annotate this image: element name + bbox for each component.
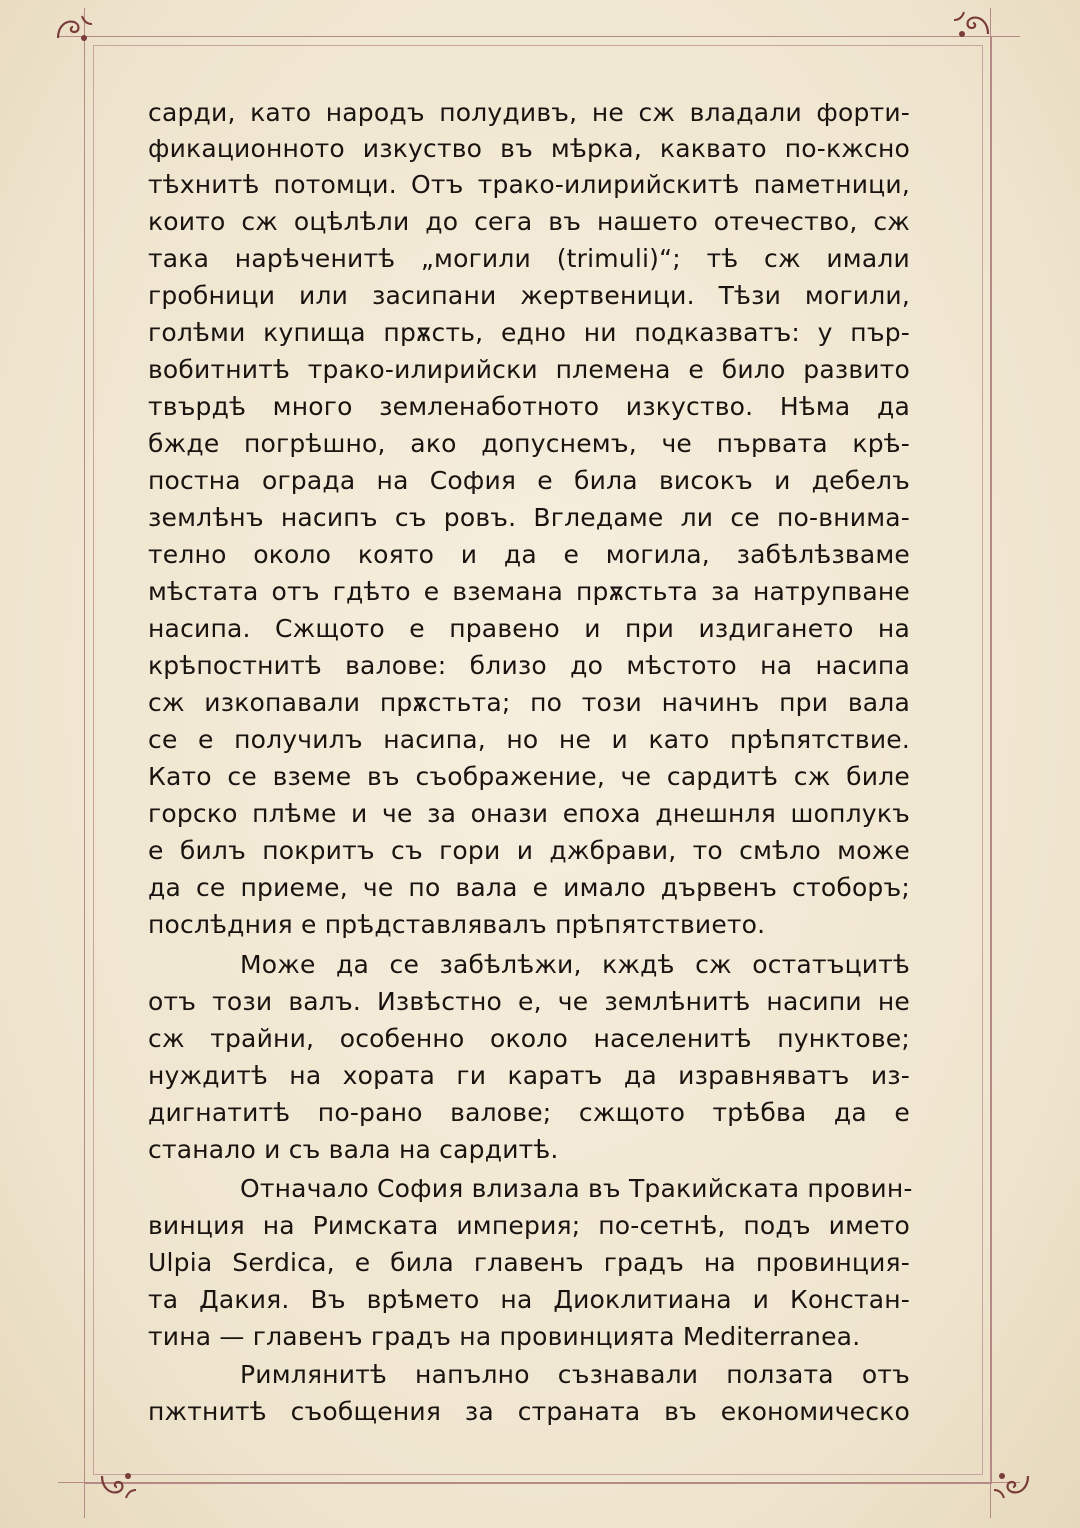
text-line: бжде погрѣшно, ако допуснемъ, че първата крѣ- — [148, 429, 910, 458]
text-line: тѣхнитѣ потомци. Отъ трако-илирийскитѣ паметници, — [148, 170, 910, 199]
text-line: Може да се забѣлѣжи, кждѣ сж остатъцитѣ — [240, 950, 910, 979]
frame-rule-left — [84, 8, 85, 1518]
text-line: землѣнъ насипъ съ ровъ. Вгледаме ли се по-внима- — [148, 503, 910, 532]
fleuron-corner-icon — [950, 4, 994, 48]
text-line: нуждитѣ на хората ги каратъ да изравняватъ из- — [148, 1061, 910, 1090]
text-line: да се приеме, че по вала е имало дървенъ стоборъ; — [148, 873, 910, 902]
text-line: голѣми купища прѫсть, едно ни подказватъ: у пър- — [148, 318, 910, 347]
text-line: е билъ покритъ съ гори и джбрави, то смѣло може — [148, 836, 910, 865]
frame-rule-right — [990, 8, 991, 1518]
text-line: гробници или засипани жертвеници. Тѣзи могили, — [148, 281, 910, 310]
text-line: постна ограда на София е била високъ и дебелъ — [148, 466, 910, 495]
text-line: Като се вземе въ съображение, че сардитѣ сж биле — [148, 762, 910, 791]
text-line: сарди, като народъ полудивъ, не сж владали форти- — [148, 98, 910, 127]
text-line: горско плѣме и че за онази епоха днешнля шоплукъ — [148, 799, 910, 828]
fleuron-corner-icon — [96, 1462, 140, 1506]
fleuron-corner-icon — [990, 1462, 1034, 1506]
text-line: Ulpia Serdica, е била главенъ градъ на провинция- — [148, 1248, 910, 1277]
text-line: сж трайни, особенно около населенитѣ пунктове; — [148, 1024, 910, 1053]
text-line: дигнатитѣ по-рано валове; сжщото трѣбва да е — [148, 1098, 910, 1127]
text-line: пжтнитѣ съобщения за страната въ економическо — [148, 1397, 910, 1426]
fleuron-corner-icon — [52, 8, 96, 52]
text-line: фикационното изкуство въ мѣрка, каквато по-кжсно — [148, 134, 910, 163]
text-line: телно около която и да е могила, забѣлѣзваме — [148, 540, 910, 569]
text-line: вобитнитѣ трако-илирийски племена е било развито — [148, 355, 910, 384]
text-line: се е получилъ насипа, но не и като прѣпятствие. — [148, 725, 910, 754]
text-line: отъ този валъ. Извѣстно е, че землѣнитѣ насипи не — [148, 987, 910, 1016]
text-line: които сж оцѣлѣли до сега въ нашето отечество, сж — [148, 207, 910, 236]
frame-rule-top — [58, 36, 1020, 37]
text-line: крѣпостнитѣ валове: близо до мѣстото на насипа — [148, 651, 910, 680]
text-line: сж изкопавали прѫстьта; по този начинъ при вала — [148, 688, 910, 717]
text-line: Римлянитѣ напълно съзнавали ползата отъ — [240, 1360, 910, 1389]
text-line: винция на Римската империя; по-сетнѣ, подъ името — [148, 1211, 910, 1240]
text-line: така нарѣченитѣ „могили (trimuli)“; тѣ сж имали — [148, 244, 910, 273]
text-line: насипа. Сжщото е правено и при издигането на — [148, 614, 910, 643]
text-line: та Дакия. Въ врѣмето на Диоклитиана и Констан- — [148, 1285, 910, 1314]
text-line: станало и съ вала на сардитѣ. — [148, 1135, 559, 1164]
text-line: тина — главенъ градъ на провинцията Mediterranea. — [148, 1322, 861, 1351]
body-text — [148, 96, 913, 1426]
text-line: Отначало София влизала въ Тракийската провин- — [240, 1174, 913, 1203]
text-line: послѣдния е прѣдставлявалъ прѣпятствието. — [148, 910, 766, 939]
text-line: мѣстата отъ гдѣто е вземана прѫстьта за натрупване — [148, 577, 910, 606]
text-line: твърдѣ много земленаботното изкуство. Нѣма да — [148, 392, 910, 421]
frame-rule-bottom — [58, 1482, 1020, 1483]
